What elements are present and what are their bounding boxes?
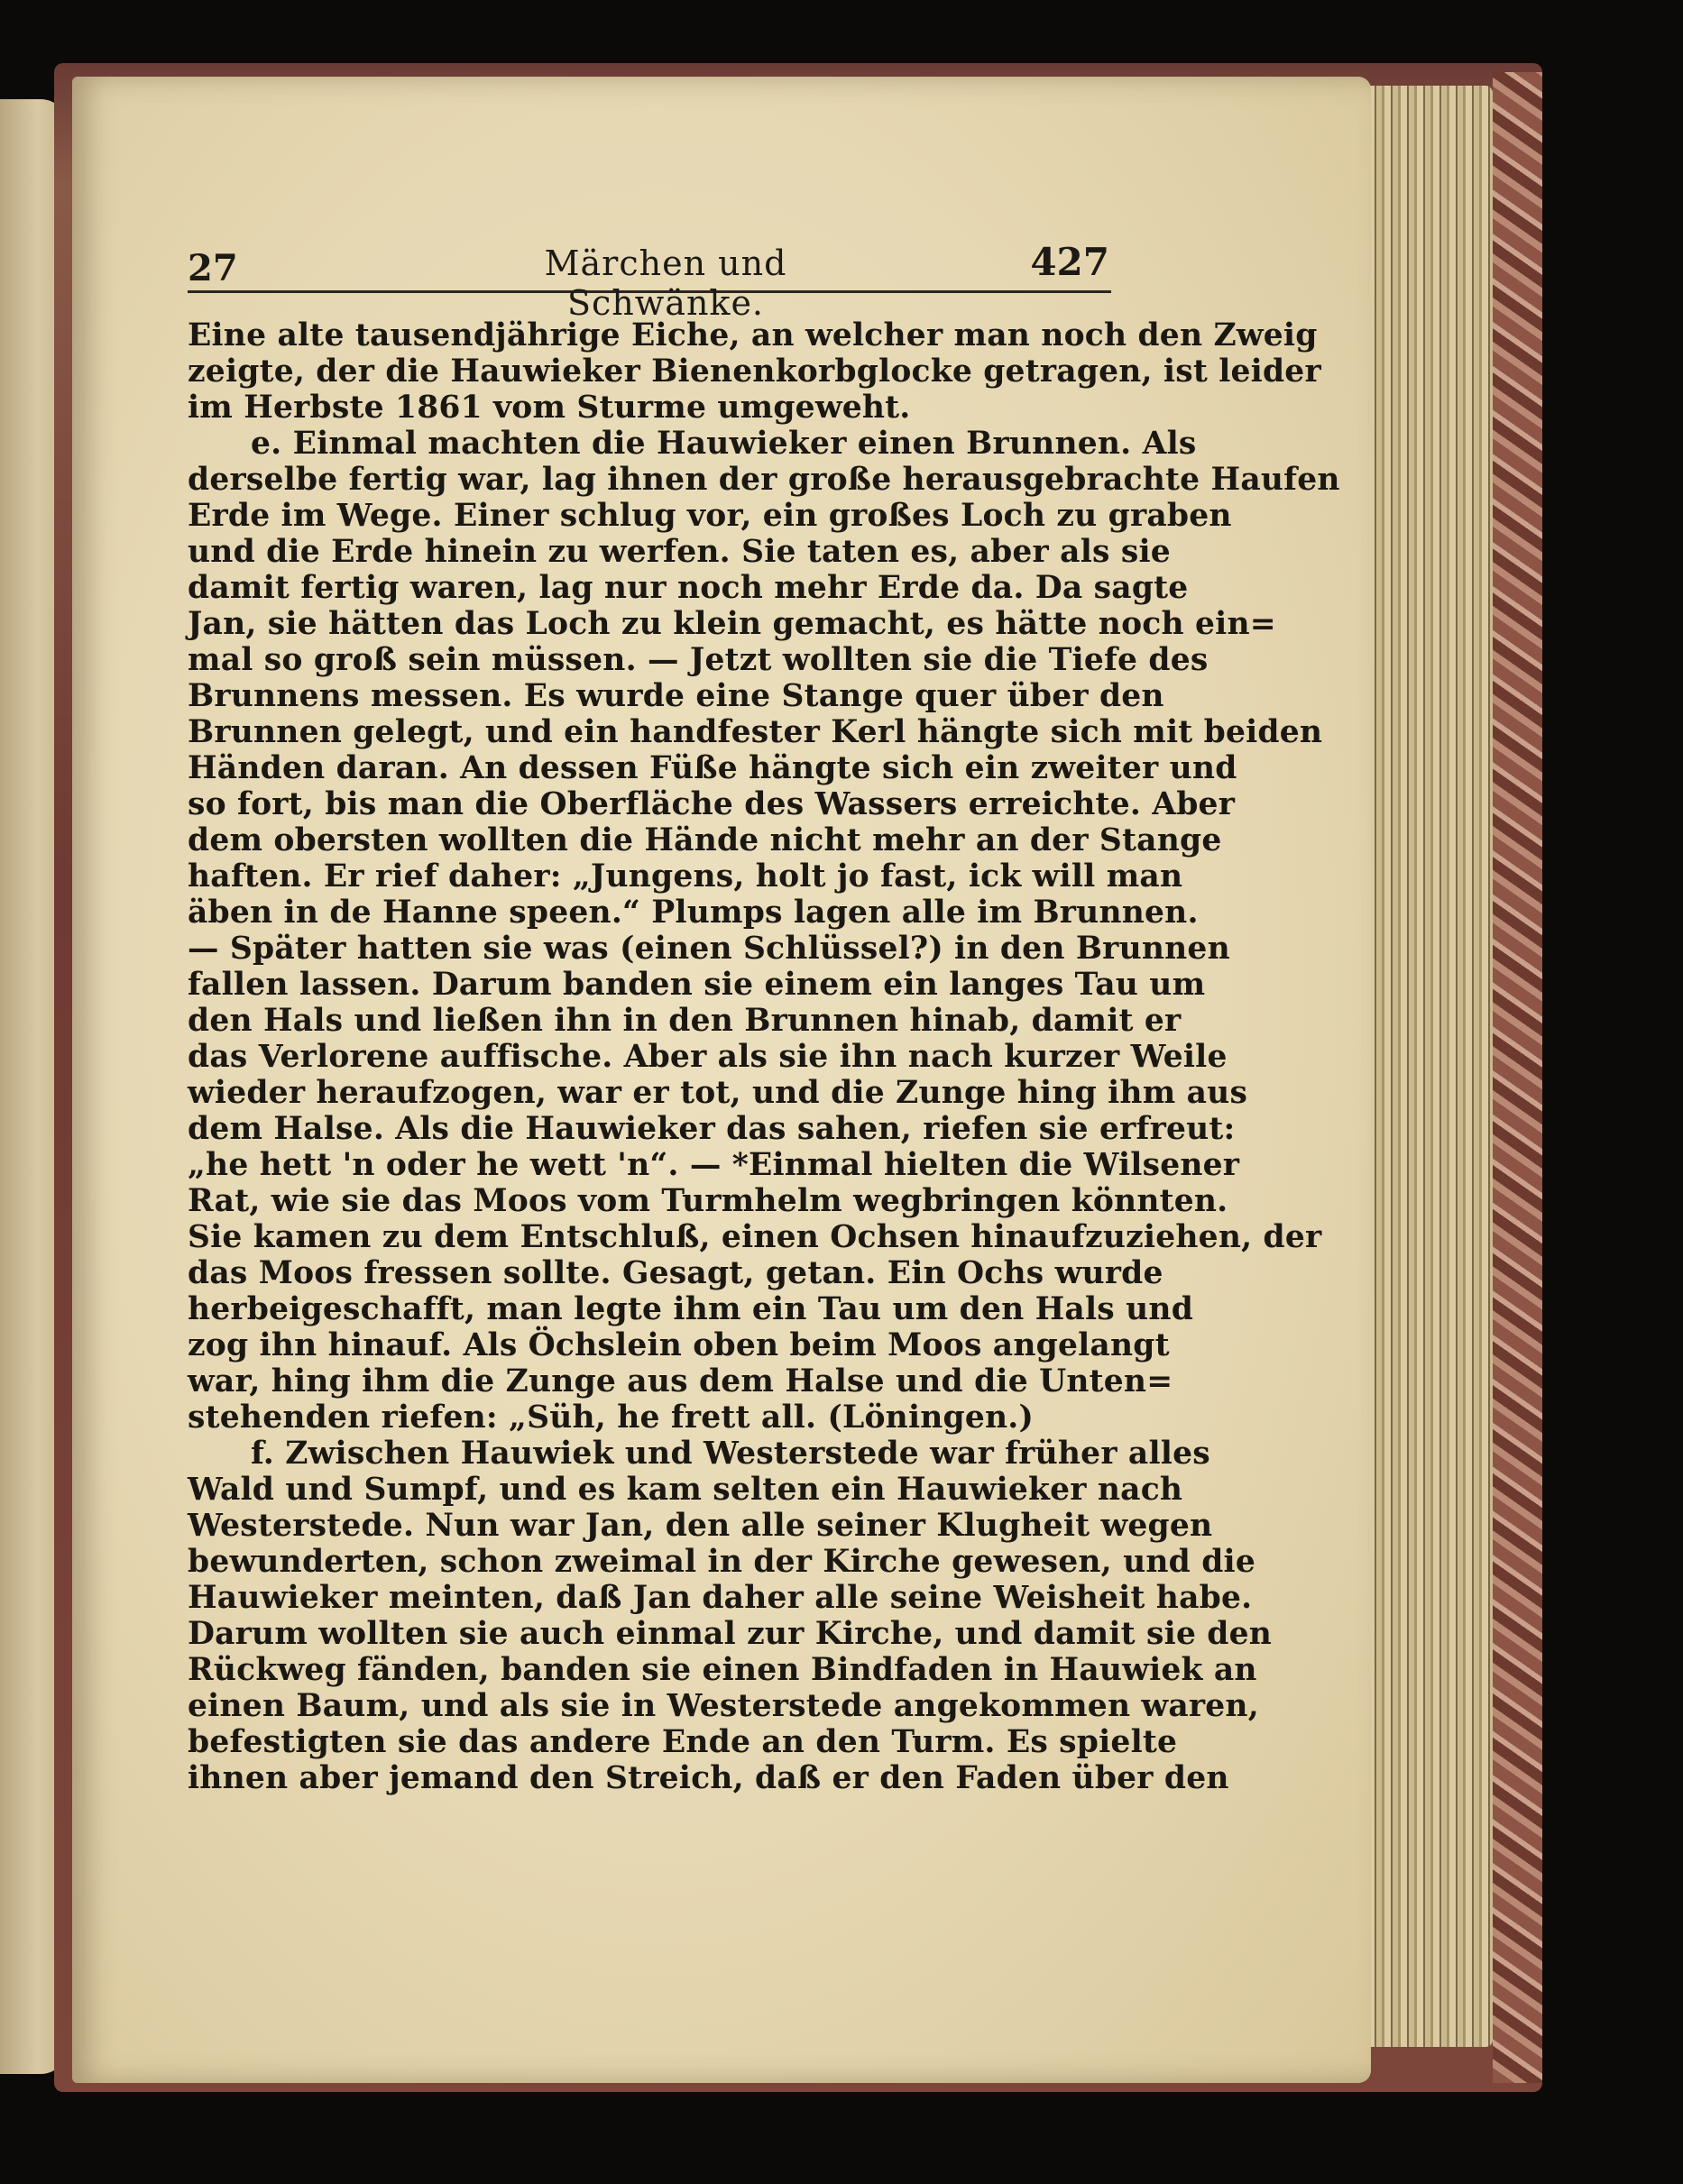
text-line: Eine alte tausendjährige Eiche, an welcher man noch den Zweig: [188, 317, 1318, 353]
text-line: das Verlorene auffische. Aber als sie ihn nach kurzer Weile: [188, 1039, 1228, 1075]
text-line: herbeigeschafft, man legte ihm ein Tau um den Hals und: [188, 1291, 1194, 1327]
text-line: mal so groß sein müssen. — Jetzt wollten sie die Tiefe des: [188, 642, 1209, 678]
text-line: Händen daran. An dessen Füße hängte sich ein zweiter und: [188, 750, 1237, 786]
text-line: befestigten sie das andere Ende an den Turm. Es spielte: [188, 1724, 1178, 1760]
body-text: [188, 317, 1340, 1796]
text-line: Wald und Sumpf, und es kam selten ein Hauwieker nach: [188, 1472, 1183, 1508]
text-line: äben in de Hanne speen.“ Plumps lagen alle im Brunnen.: [188, 895, 1199, 931]
text-line: so fort, bis man die Oberfläche des Wassers erreichte. Aber: [188, 786, 1236, 822]
signet-mark: 27: [188, 247, 238, 289]
text-line: fallen lassen. Darum banden sie einem ein langes Tau um: [188, 967, 1206, 1003]
text-line: das Moos fressen sollte. Gesagt, getan. Ein Ochs wurde: [188, 1255, 1163, 1291]
running-title: Märchen und Schwänke.: [544, 243, 787, 323]
text-line: zeigte, der die Hauwieker Bienenkorbglocke getragen, ist leider: [188, 353, 1321, 390]
text-line: damit fertig waren, lag nur noch mehr Erde da. Da sagte: [188, 570, 1189, 606]
text-line: im Herbste 1861 vom Sturme umgeweht.: [188, 390, 911, 426]
text-line: zog ihn hinauf. Als Öchslein oben beim Moos angelangt: [188, 1327, 1170, 1363]
text-line: Rückweg fänden, banden sie einen Bindfaden in Hauwiek an: [188, 1652, 1257, 1688]
marbled-edge: [1493, 72, 1542, 2083]
text-line: den Hals und ließen ihn in den Brunnen hinab, damit er: [188, 1003, 1182, 1039]
text-line: Sie kamen zu dem Entschluß, einen Ochsen hinaufzuziehen, der: [188, 1219, 1322, 1255]
text-line: — Später hatten sie was (einen Schlüssel?) in den Brunnen: [188, 931, 1230, 967]
text-line: einen Baum, und als sie in Westerstede angekommen waren,: [188, 1688, 1259, 1724]
text-line: Jan, sie hätten das Loch zu klein gemacht, es hätte noch ein=: [188, 606, 1276, 642]
text-line: „he hett 'n oder he wett 'n“. — *Einmal hielten die Wilsener: [188, 1147, 1240, 1183]
text-line: wieder heraufzogen, war er tot, und die Zunge hing ihm aus: [188, 1075, 1248, 1111]
text-line: war, hing ihm die Zunge aus dem Halse und die Unten=: [188, 1363, 1173, 1399]
text-line: und die Erde hinein zu werfen. Sie taten es, aber als sie: [188, 534, 1171, 570]
text-line: ihnen aber jemand den Streich, daß er den Faden über den: [188, 1760, 1229, 1796]
text-line: Hauwieker meinten, daß Jan daher alle seine Weisheit habe.: [188, 1580, 1253, 1616]
text-line: Erde im Wege. Einer schlug vor, ein großes Loch zu graben: [188, 498, 1232, 534]
text-line: Rat, wie sie das Moos vom Turmhelm wegbringen könnten.: [188, 1183, 1228, 1219]
text-line: f. Zwischen Hauwiek und Westerstede war früher alles: [251, 1436, 1210, 1472]
text-line: Darum wollten sie auch einmal zur Kirche, und damit sie den: [188, 1616, 1273, 1652]
text-line: bewunderten, schon zweimal in der Kirche gewesen, und die: [188, 1544, 1255, 1580]
page-number: 427: [1030, 240, 1109, 284]
page-header: [188, 236, 1111, 323]
text-line: e. Einmal machten die Hauwieker einen Brunnen. Als: [251, 426, 1197, 462]
text-line: stehenden riefen: „Süh, he frett all. (Löningen.): [188, 1399, 1035, 1436]
text-line: Westerstede. Nun war Jan, den alle seiner Klugheit wegen: [188, 1508, 1213, 1544]
text-line: Brunnen gelegt, und ein handfester Kerl hängte sich mit beiden: [188, 714, 1323, 750]
text-line: derselbe fertig war, lag ihnen der große herausgebrachte Haufen: [188, 462, 1340, 498]
text-line: haften. Er rief daher: „Jungens, holt jo fast, ick will man: [188, 858, 1183, 895]
text-line: Brunnens messen. Es wurde eine Stange quer über den: [188, 678, 1164, 714]
text-line: dem Halse. Als die Hauwieker das sahen, riefen sie erfreut:: [188, 1111, 1236, 1147]
text-line: dem obersten wollten die Hände nicht mehr an der Stange: [188, 822, 1222, 858]
